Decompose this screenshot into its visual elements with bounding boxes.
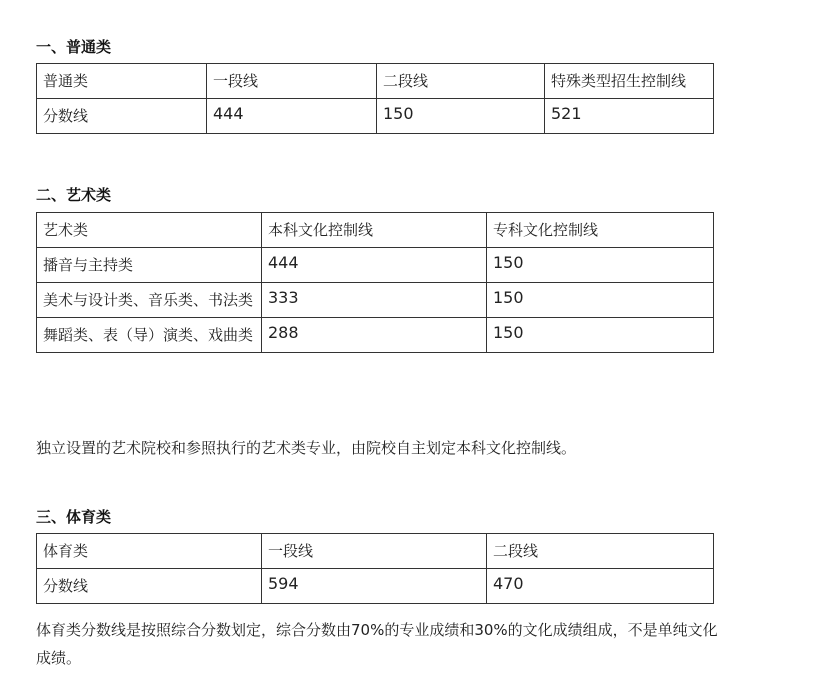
table-header-row: [37, 213, 714, 248]
arts-note: 独立设置的艺术院校和参照执行的艺术类专业，由院校自主划定本科文化控制线。: [36, 439, 577, 457]
table-cell: 333: [262, 283, 487, 318]
table-row: [37, 318, 714, 353]
table-cell: 150: [487, 283, 714, 318]
table-cell: 舞蹈类、表（导）演类、戏曲类: [37, 318, 262, 353]
table-cell: 播音与主持类: [37, 248, 262, 283]
table-header-cell: 特殊类型招生控制线: [545, 64, 714, 99]
table-header-cell: 艺术类: [37, 213, 262, 248]
section-title-sports: 三、体育类: [36, 508, 112, 526]
table-header-cell: 体育类: [37, 534, 262, 569]
table-row: [37, 283, 714, 318]
table-header-cell: 专科文化控制线: [487, 213, 714, 248]
table-header-cell: 二段线: [377, 64, 545, 99]
table-cell: 150: [487, 318, 714, 353]
table-cell: 150: [487, 248, 714, 283]
table-cell: 分数线: [37, 99, 207, 134]
section-title-arts: 二、艺术类: [36, 186, 112, 204]
table-row: [37, 569, 714, 604]
table-cell: 150: [377, 99, 545, 134]
table-cell: 521: [545, 99, 714, 134]
sports-score-table: [36, 533, 714, 604]
general-score-table: [36, 63, 714, 134]
table-header-cell: 一段线: [207, 64, 377, 99]
table-cell: 470: [487, 569, 714, 604]
table-header-row: [37, 534, 714, 569]
table-header-cell: 本科文化控制线: [262, 213, 487, 248]
table-cell: 444: [207, 99, 377, 134]
table-cell: 分数线: [37, 569, 262, 604]
table-cell: 美术与设计类、音乐类、书法类: [37, 283, 262, 318]
table-cell: 288: [262, 318, 487, 353]
table-header-row: [37, 64, 714, 99]
table-header-cell: 普通类: [37, 64, 207, 99]
arts-score-table: [36, 212, 714, 353]
table-cell: 594: [262, 569, 487, 604]
table-row: [37, 248, 714, 283]
table-cell: 444: [262, 248, 487, 283]
table-row: [37, 99, 714, 134]
sports-note: 体育类分数线是按照综合分数划定，综合分数由70%的专业成绩和30%的文化成绩组成，不是单纯文化成绩。: [36, 621, 718, 667]
table-header-cell: 一段线: [262, 534, 487, 569]
table-header-cell: 二段线: [487, 534, 714, 569]
section-title-general: 一、普通类: [36, 38, 112, 56]
